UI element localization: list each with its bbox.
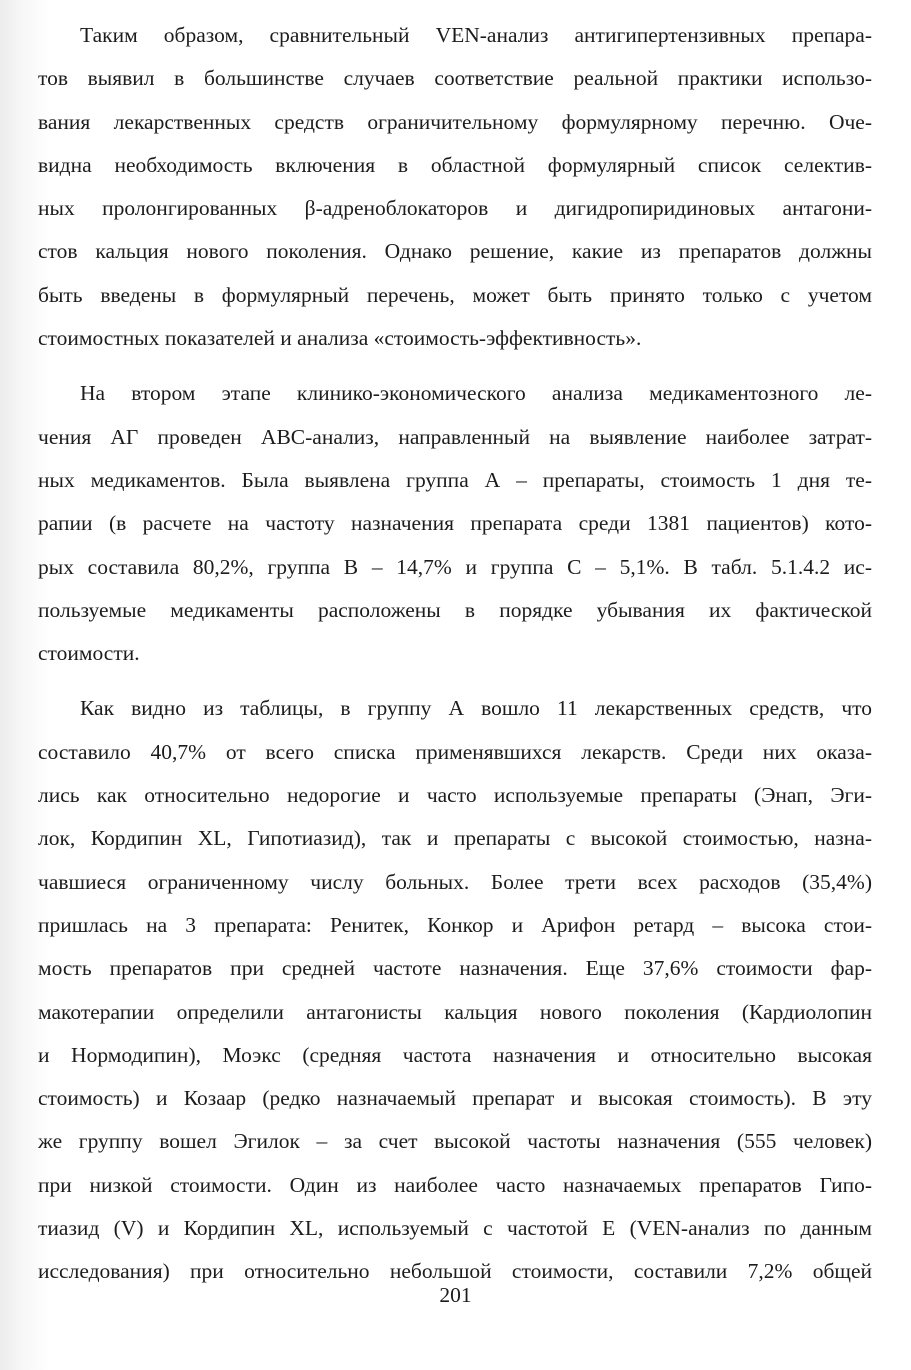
text-line: мость препаратов при средней частоте назначения. Еще 37,6% стоимости фар- xyxy=(38,956,872,981)
text-line: же группу вошел Эгилок – за счет высокой частоты назначения (555 человек) xyxy=(38,1129,872,1154)
text-line: стоимостных показателей и анализа «стоимость-эффективность». xyxy=(38,326,642,351)
paragraph-2 xyxy=(38,372,872,675)
text-line: чавшиеся ограниченному числу больных. Более трети всех расходов (35,4%) xyxy=(38,869,872,894)
text-line: чения АГ проведен ABC-анализ, направленный на выявление наиболее затрат- xyxy=(38,424,872,449)
text-line: пользуемые медикаменты расположены в порядке убывания их фактической xyxy=(38,597,872,622)
text-line: вания лекарственных средств ограничительному формулярному перечню. Оче- xyxy=(38,109,872,134)
text-line: пришлась на 3 препарата: Ренитек, Конкор и Арифон ретард – высока стои- xyxy=(38,912,872,937)
text-line: Таким образом, сравнительный VEN-анализ антигипертензивных препара- xyxy=(80,23,872,47)
text-line: На втором этапе клинико-экономического анализа медикаментозного ле- xyxy=(80,381,872,406)
text-line: тиазид (V) и Кордипин XL, используемый с частотой Е (VEN-анализ по данным xyxy=(38,1216,872,1241)
text-line: тов выявил в большинстве случаев соответствие реальной практики использо- xyxy=(38,66,872,91)
text-line: рых составила 80,2%, группа В – 14,7% и группа С – 5,1%. В табл. 5.1.4.2 ис- xyxy=(38,554,872,579)
page-number: 201 xyxy=(439,1283,472,1307)
text-line: стов кальция нового поколения. Однако решение, какие из препаратов должны xyxy=(38,239,872,264)
text-line: при низкой стоимости. Один из наиболее часто назначаемых препаратов Гипо- xyxy=(38,1172,872,1197)
body-text xyxy=(38,14,872,1306)
text-line: Как видно из таблицы, в группу А вошло 11 лекарственных средств, что xyxy=(80,696,872,721)
text-line: быть введены в формулярный перечень, может быть принято только с учетом xyxy=(38,282,872,307)
text-line: лок, Кордипин XL, Гипотиазид), так и препараты с высокой стоимостью, назна- xyxy=(38,826,872,851)
text-line: видна необходимость включения в областной формулярный список селектив- xyxy=(38,152,872,177)
text-line: лись как относительно недорогие и часто используемые препараты (Энап, Эги- xyxy=(38,783,872,808)
paragraph-3 xyxy=(38,687,872,1293)
text-line: и Нормодипин), Моэкс (средняя частота назначения и относительно высокая xyxy=(38,1042,872,1067)
text-line: макотерапии определили антагонисты кальция нового поколения (Кардиолопин xyxy=(38,999,872,1024)
text-line: стоимость) и Козаар (редко назначаемый препарат и высокая стоимость). В эту xyxy=(38,1086,872,1111)
text-line: рапии (в расчете на частоту назначения препарата среди 1381 пациентов) кото- xyxy=(38,511,872,536)
text-line: стоимости. xyxy=(38,641,140,666)
text-line: составило 40,7% от всего списка применявшихся лекарств. Среди них оказа- xyxy=(38,739,872,764)
text-line: исследования) при относительно небольшой стоимости, составили 7,2% общей xyxy=(38,1259,872,1284)
text-line: ных медикаментов. Была выявлена группа А – препараты, стоимость 1 дня те- xyxy=(38,467,872,492)
paragraph-1 xyxy=(38,14,872,360)
text-line: ных пролонгированных β-адреноблокаторов и дигидропиридиновых антагони- xyxy=(38,196,872,221)
